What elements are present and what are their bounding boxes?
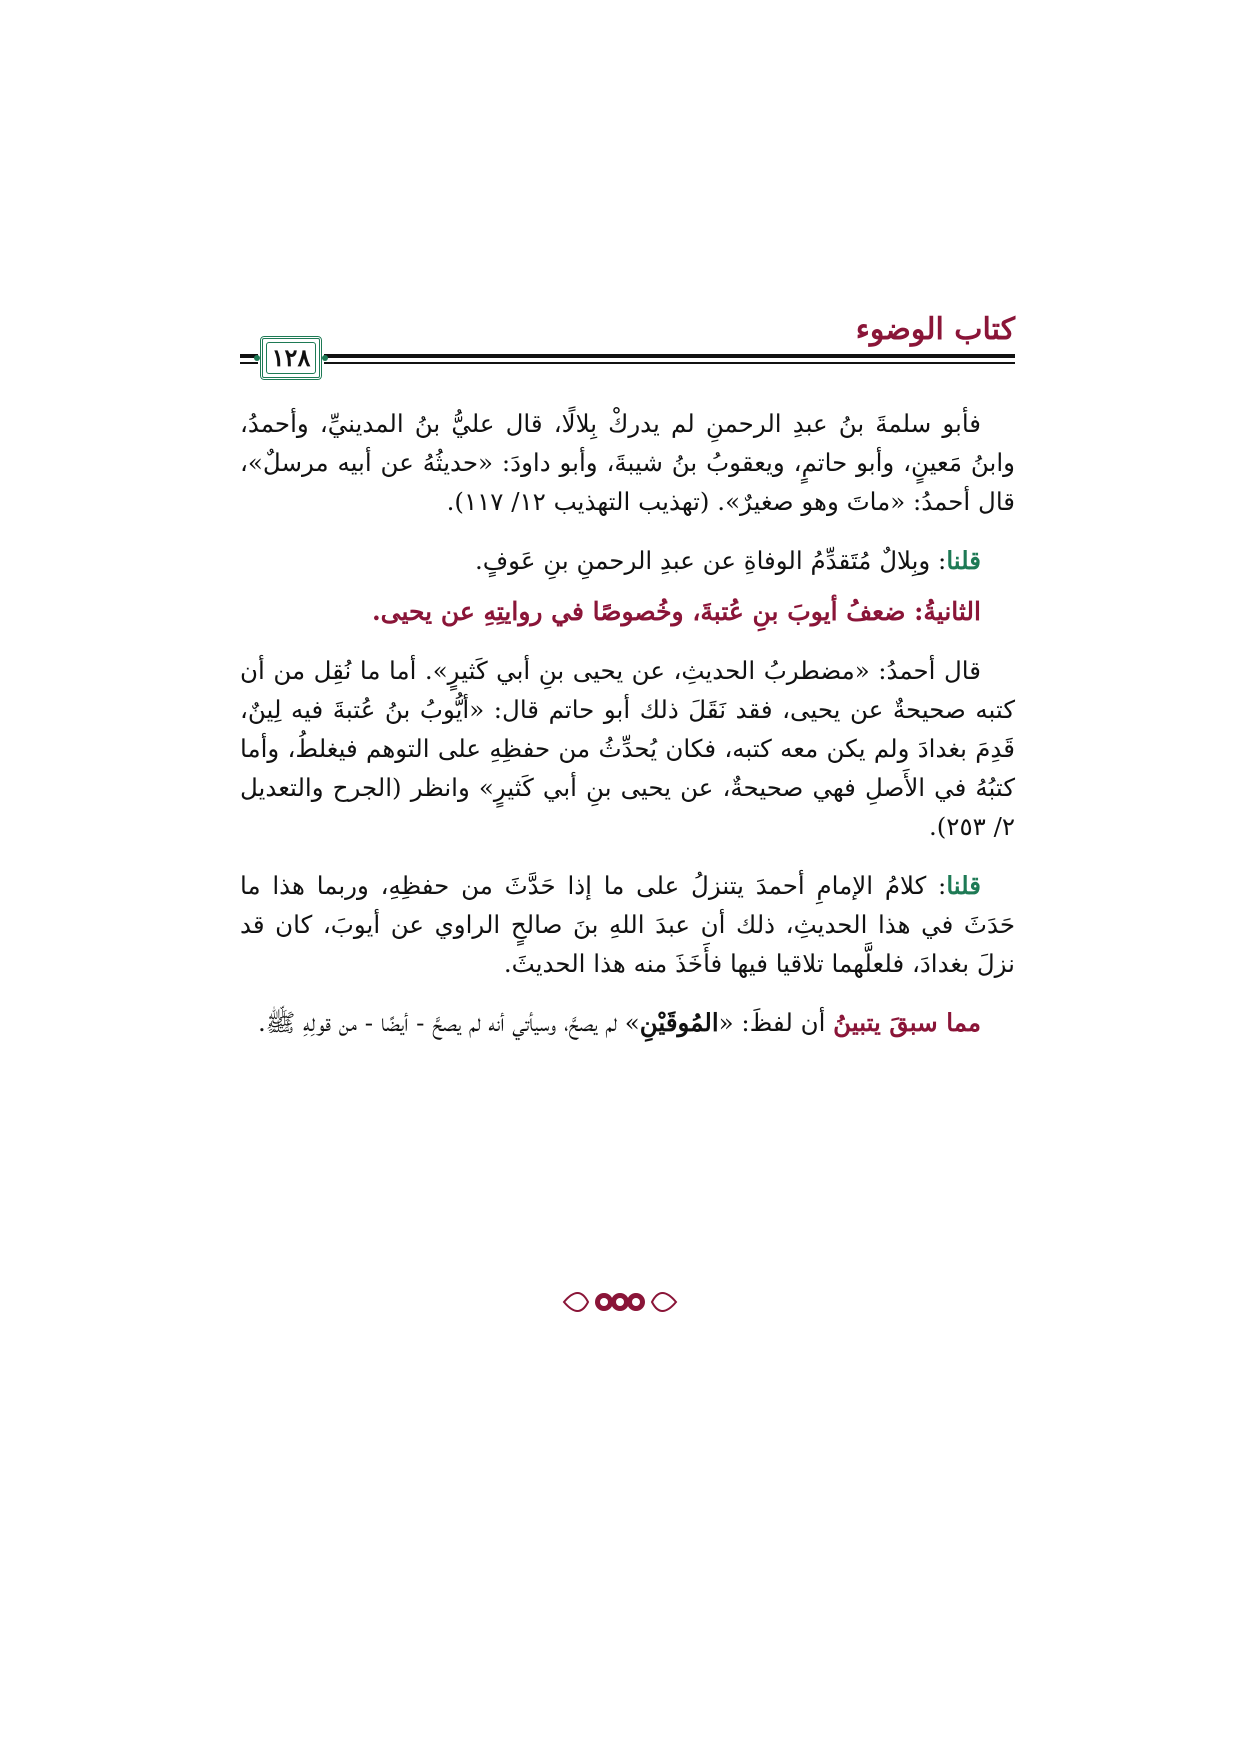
page-header bbox=[240, 310, 1015, 390]
section-end-ornament bbox=[560, 1284, 680, 1320]
paragraph-4-text: : كلامُ الإمامِ أحمدَ يتنزلُ على ما إذا حَدَّثَ من حفظِهِ، وربما هذا ما حَدَثَ في هذا الحديثِ، ذلك أن عبدَ اللهِ بنَ صالحٍ الراوي عن أيوبَ، كان قد نزلَ بغدادَ، فلعلَّهما تلاقيا فيها فأَخَذَ منه هذا الحديثَ. bbox=[240, 871, 1015, 978]
page-number: ١٢٨ bbox=[266, 342, 316, 374]
paragraph-5-text-b: » لم يصحَّ، وسيأتي أنه لم يصحَّ - أيضًا - من قولِهِ ﷺ. bbox=[257, 1008, 640, 1037]
main-text bbox=[240, 404, 1015, 1062]
paragraph-1: فأبو سلمةَ بنُ عبدِ الرحمنِ لم يدركْ بِلالًا، قال عليُّ بنُ المدينيِّ، وأحمدُ، وابنُ مَعينٍ، وأبو حاتمٍ، ويعقوبُ بنُ شيبةَ، وأبو داودَ: «حديثُهُ عن أبيه مرسلٌ»، قال أحمدُ: «ماتَ وهو صغيرٌ». (تهذيب التهذيب ١٢/ ١١٧). bbox=[240, 409, 1015, 516]
paragraph-4 bbox=[240, 866, 1015, 983]
page-number-frame bbox=[260, 336, 322, 380]
section-heading: الثانيةُ: ضعفُ أيوبَ بنِ عُتبةَ، وخُصوصًا في روايتِهِ عن يحيى. bbox=[371, 597, 981, 626]
paragraph-5-text-a: أن لفظَ: « bbox=[718, 1008, 834, 1037]
term-bold: المُوقَيْنِ bbox=[639, 1008, 719, 1037]
paragraph-5 bbox=[240, 1003, 1015, 1042]
paragraph-3: قال أحمدُ: «مضطربُ الحديثِ، عن يحيى بنِ أبي كَثيرٍ». أما ما نُقِل من أن كتبه صحيحةٌ عن يحيى، فقد نَقَلَ ذلك أبو حاتم قال: «أيُّوبُ بنُ عُتبةَ فيه لِينٌ، قَدِمَ بغدادَ ولم يكن معه كتبه، فكان يُحدِّثُ من حفظِهِ على التوهم فيغلطُ، وأما كتبُهُ في الأَصلِ فهي صحيحةٌ، عن يحيى بنِ أبي كَثيرٍ» وانظر (الجرح والتعديل ٢/ ٢٥٣). bbox=[240, 656, 1015, 841]
header-rule-thick bbox=[240, 354, 1015, 358]
paragraph-2 bbox=[240, 541, 1015, 580]
book-title: كتاب الوضوء bbox=[855, 312, 1015, 347]
qulna-label: قلنا bbox=[946, 546, 981, 575]
qulna-label: قلنا bbox=[946, 871, 981, 900]
paragraph-2-text: : وبِلالٌ مُتَقدِّمُ الوفاةِ عن عبدِ الرحمنِ بنِ عَوفٍ. bbox=[474, 546, 947, 575]
header-rule-thin bbox=[240, 362, 1015, 364]
conclusion-label: مما سبقَ يتبينُ bbox=[833, 1008, 981, 1037]
